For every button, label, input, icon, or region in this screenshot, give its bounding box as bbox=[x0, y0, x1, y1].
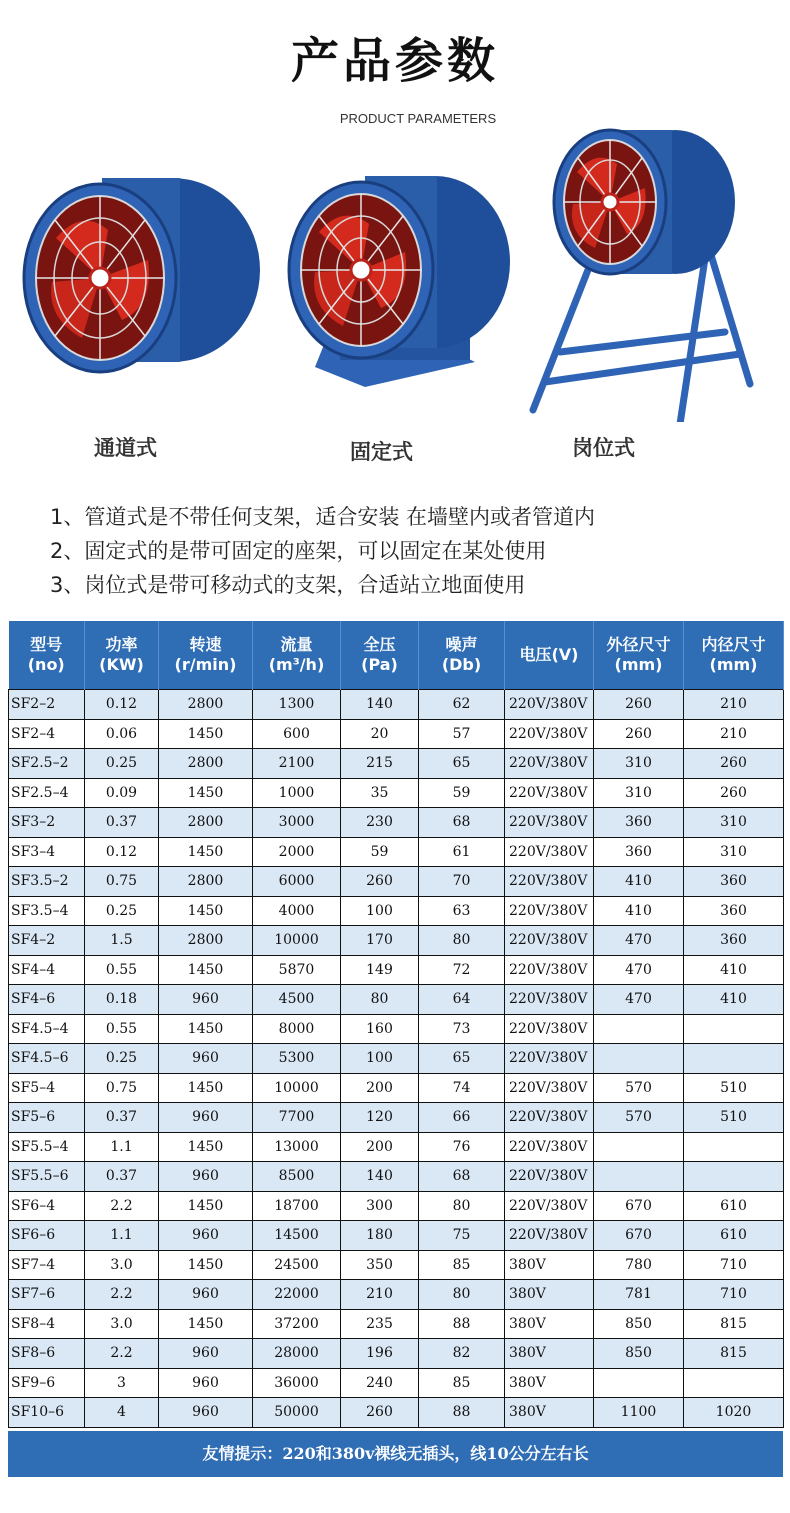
table-cell: 2.2 bbox=[85, 1339, 159, 1369]
table-cell: 59 bbox=[419, 778, 505, 808]
table-cell bbox=[684, 1014, 784, 1044]
table-cell: 0.25 bbox=[85, 749, 159, 779]
table-cell: 310 bbox=[594, 749, 684, 779]
table-cell: 1300 bbox=[253, 690, 341, 720]
table-cell: 2800 bbox=[159, 749, 253, 779]
parameter-table bbox=[8, 621, 784, 1428]
table-cell: SF4.5–4 bbox=[9, 1014, 85, 1044]
table-cell: 140 bbox=[341, 1162, 419, 1192]
table-cell: 4500 bbox=[253, 985, 341, 1015]
table-cell: 0.18 bbox=[85, 985, 159, 1015]
table-row bbox=[9, 985, 784, 1015]
table-cell: 4 bbox=[85, 1398, 159, 1428]
table-cell: 960 bbox=[159, 1368, 253, 1398]
table-cell: SF9–6 bbox=[9, 1368, 85, 1398]
table-cell: 1450 bbox=[159, 778, 253, 808]
table-cell: SF5–4 bbox=[9, 1073, 85, 1103]
table-cell: 35 bbox=[341, 778, 419, 808]
table-cell: 2.2 bbox=[85, 1191, 159, 1221]
table-row bbox=[9, 808, 784, 838]
table-row bbox=[9, 1398, 784, 1428]
table-cell: 66 bbox=[419, 1103, 505, 1133]
table-cell: 8000 bbox=[253, 1014, 341, 1044]
table-row bbox=[9, 1221, 784, 1251]
table-cell: 1.1 bbox=[85, 1132, 159, 1162]
table-cell: 0.25 bbox=[85, 896, 159, 926]
table-header-row bbox=[9, 621, 784, 690]
column-header-label: 内径尺寸 bbox=[701, 635, 766, 654]
table-cell: 220V/380V bbox=[505, 1073, 594, 1103]
table-cell: SF3–2 bbox=[9, 808, 85, 838]
page-title: 产品参数 bbox=[290, 33, 499, 89]
column-header bbox=[594, 621, 684, 690]
table-cell: 220V/380V bbox=[505, 1044, 594, 1074]
table-cell: 1.5 bbox=[85, 926, 159, 956]
table-cell bbox=[594, 1132, 684, 1162]
column-header bbox=[684, 621, 784, 690]
table-cell: 73 bbox=[419, 1014, 505, 1044]
table-cell: 220V/380V bbox=[505, 896, 594, 926]
table-cell: 0.06 bbox=[85, 719, 159, 749]
table-cell: 1100 bbox=[594, 1398, 684, 1428]
table-row bbox=[9, 1162, 784, 1192]
table-cell: 210 bbox=[341, 1280, 419, 1310]
table-cell: SF8–6 bbox=[9, 1339, 85, 1369]
table-cell: 220V/380V bbox=[505, 955, 594, 985]
table-cell: SF5.5–4 bbox=[9, 1132, 85, 1162]
table-cell: 815 bbox=[684, 1339, 784, 1369]
column-header-unit: (no) bbox=[27, 655, 65, 674]
table-cell: 36000 bbox=[253, 1368, 341, 1398]
column-header-label: 型号 bbox=[30, 635, 63, 654]
table-cell: 960 bbox=[159, 1280, 253, 1310]
table-cell: 1450 bbox=[159, 896, 253, 926]
table-cell: 0.37 bbox=[85, 808, 159, 838]
column-header-label: 功率 bbox=[105, 635, 138, 654]
table-cell: 196 bbox=[341, 1339, 419, 1369]
table-row bbox=[9, 1368, 784, 1398]
table-cell: 310 bbox=[684, 837, 784, 867]
table-cell: SF4.5–6 bbox=[9, 1044, 85, 1074]
table-row bbox=[9, 1073, 784, 1103]
table-cell: 63 bbox=[419, 896, 505, 926]
table-cell: SF6–6 bbox=[9, 1221, 85, 1251]
table-cell: 120 bbox=[341, 1103, 419, 1133]
table-cell: 220V/380V bbox=[505, 778, 594, 808]
column-header-unit: (r/min) bbox=[174, 655, 237, 674]
column-header bbox=[505, 621, 594, 690]
table-cell: 70 bbox=[419, 867, 505, 897]
column-header-unit: (mm) bbox=[709, 655, 758, 674]
table-cell: 610 bbox=[684, 1221, 784, 1251]
table-cell: 470 bbox=[594, 926, 684, 956]
column-header-label: 全压 bbox=[363, 635, 396, 654]
table-cell: 960 bbox=[159, 1162, 253, 1192]
table-row bbox=[9, 749, 784, 779]
table-cell: 470 bbox=[594, 955, 684, 985]
table-cell: 260 bbox=[594, 719, 684, 749]
table-cell: 220V/380V bbox=[505, 867, 594, 897]
table-row bbox=[9, 1014, 784, 1044]
table-cell: 220V/380V bbox=[505, 837, 594, 867]
table-cell: 1450 bbox=[159, 955, 253, 985]
table-cell: 1450 bbox=[159, 1014, 253, 1044]
table-cell: 220V/380V bbox=[505, 985, 594, 1015]
table-cell: 3.0 bbox=[85, 1309, 159, 1339]
note-duct: 1、管道式是不带任何支架，适合安装 在墙壁内或者管道内 bbox=[50, 505, 596, 529]
column-header-unit: (Pa) bbox=[361, 655, 398, 674]
column-header-label: 外径尺寸 bbox=[606, 635, 671, 654]
table-cell: 88 bbox=[419, 1309, 505, 1339]
table-cell bbox=[684, 1162, 784, 1192]
table-cell: SF5–6 bbox=[9, 1103, 85, 1133]
table-cell bbox=[594, 1014, 684, 1044]
table-cell: 1450 bbox=[159, 1191, 253, 1221]
table-cell: 1.1 bbox=[85, 1221, 159, 1251]
column-header-unit: (Db) bbox=[441, 655, 482, 674]
table-row bbox=[9, 896, 784, 926]
table-cell: 510 bbox=[684, 1103, 784, 1133]
column-header-unit: (mm) bbox=[614, 655, 663, 674]
table-cell: 65 bbox=[419, 1044, 505, 1074]
table-cell: 68 bbox=[419, 808, 505, 838]
table-cell: 1450 bbox=[159, 1250, 253, 1280]
table-cell: 960 bbox=[159, 1221, 253, 1251]
base-mounted-fan-icon bbox=[285, 172, 515, 392]
table-row bbox=[9, 926, 784, 956]
table-cell bbox=[594, 1162, 684, 1192]
table-cell: 18700 bbox=[253, 1191, 341, 1221]
table-cell: 380V bbox=[505, 1280, 594, 1310]
table-cell: SF3–4 bbox=[9, 837, 85, 867]
table-cell: 235 bbox=[341, 1309, 419, 1339]
table-cell: 7700 bbox=[253, 1103, 341, 1133]
table-cell: 815 bbox=[684, 1309, 784, 1339]
table-cell: 72 bbox=[419, 955, 505, 985]
column-header bbox=[419, 621, 505, 690]
table-cell: 2.2 bbox=[85, 1280, 159, 1310]
table-cell: 230 bbox=[341, 808, 419, 838]
table-cell: 10000 bbox=[253, 1073, 341, 1103]
table-cell: 220V/380V bbox=[505, 1221, 594, 1251]
table-cell: 2000 bbox=[253, 837, 341, 867]
table-cell: 0.09 bbox=[85, 778, 159, 808]
table-cell: 310 bbox=[684, 808, 784, 838]
table-cell: 410 bbox=[594, 867, 684, 897]
duct-fan-icon bbox=[22, 178, 267, 388]
table-cell: 960 bbox=[159, 1398, 253, 1428]
table-cell: 960 bbox=[159, 1103, 253, 1133]
column-header bbox=[159, 621, 253, 690]
table-cell: 240 bbox=[341, 1368, 419, 1398]
table-cell: 0.12 bbox=[85, 690, 159, 720]
table-cell: 100 bbox=[341, 896, 419, 926]
table-cell: 68 bbox=[419, 1162, 505, 1192]
table-cell bbox=[594, 1044, 684, 1074]
table-cell: 2100 bbox=[253, 749, 341, 779]
usage-notes bbox=[50, 500, 595, 602]
table-cell: 380V bbox=[505, 1368, 594, 1398]
table-cell: 210 bbox=[684, 719, 784, 749]
table-cell: 74 bbox=[419, 1073, 505, 1103]
table-cell: 57 bbox=[419, 719, 505, 749]
table-cell: 220V/380V bbox=[505, 719, 594, 749]
table-cell: 59 bbox=[341, 837, 419, 867]
table-cell: 220V/380V bbox=[505, 926, 594, 956]
table-cell: 20 bbox=[341, 719, 419, 749]
table-cell: SF2.5–2 bbox=[9, 749, 85, 779]
column-header-unit: (m³/h) bbox=[268, 655, 325, 674]
table-cell: SF4–2 bbox=[9, 926, 85, 956]
table-cell: 14500 bbox=[253, 1221, 341, 1251]
table-cell: 3.0 bbox=[85, 1250, 159, 1280]
table-cell: 3000 bbox=[253, 808, 341, 838]
column-header bbox=[253, 621, 341, 690]
table-cell: 6000 bbox=[253, 867, 341, 897]
table-row bbox=[9, 1044, 784, 1074]
table-cell: 215 bbox=[341, 749, 419, 779]
column-header-label: 转速 bbox=[189, 635, 222, 654]
table-cell: 570 bbox=[594, 1103, 684, 1133]
table-cell: 85 bbox=[419, 1250, 505, 1280]
table-cell: 350 bbox=[341, 1250, 419, 1280]
table-cell: 0.25 bbox=[85, 1044, 159, 1074]
table-cell: SF10–6 bbox=[9, 1398, 85, 1428]
column-header-unit: (KW) bbox=[99, 655, 144, 674]
table-cell: 210 bbox=[684, 690, 784, 720]
table-cell: SF3.5–2 bbox=[9, 867, 85, 897]
table-cell: 100 bbox=[341, 1044, 419, 1074]
table-cell: 260 bbox=[594, 690, 684, 720]
table-cell: 220V/380V bbox=[505, 749, 594, 779]
table-cell: 600 bbox=[253, 719, 341, 749]
table-cell: 1450 bbox=[159, 1073, 253, 1103]
table-cell: 1450 bbox=[159, 719, 253, 749]
table-cell: 2800 bbox=[159, 690, 253, 720]
table-cell: SF2.5–4 bbox=[9, 778, 85, 808]
table-cell: 360 bbox=[684, 896, 784, 926]
table-cell: 220V/380V bbox=[505, 1191, 594, 1221]
page-subtitle: PRODUCT PARAMETERS bbox=[339, 111, 497, 126]
note-fixed: 2、固定式的是带可固定的座架，可以固定在某处使用 bbox=[50, 539, 547, 563]
table-cell: 1450 bbox=[159, 1132, 253, 1162]
table-cell: SF7–4 bbox=[9, 1250, 85, 1280]
table-cell: 260 bbox=[341, 867, 419, 897]
table-cell: 260 bbox=[684, 749, 784, 779]
table-cell: 180 bbox=[341, 1221, 419, 1251]
table-row bbox=[9, 1309, 784, 1339]
table-cell: 570 bbox=[594, 1073, 684, 1103]
table-cell: 1020 bbox=[684, 1398, 784, 1428]
table-cell: 380V bbox=[505, 1250, 594, 1280]
table-cell: 310 bbox=[594, 778, 684, 808]
table-cell: 37200 bbox=[253, 1309, 341, 1339]
table-cell: 0.55 bbox=[85, 1014, 159, 1044]
table-cell: 380V bbox=[505, 1309, 594, 1339]
table-cell: 410 bbox=[684, 985, 784, 1015]
table-cell: 360 bbox=[594, 837, 684, 867]
column-header bbox=[341, 621, 419, 690]
table-cell bbox=[684, 1044, 784, 1074]
table-cell: 64 bbox=[419, 985, 505, 1015]
table-cell: 220V/380V bbox=[505, 1132, 594, 1162]
table-cell: 2800 bbox=[159, 808, 253, 838]
note-stand: 3、岗位式是带可移动式的支架，合适站立地面使用 bbox=[50, 573, 526, 597]
table-cell: 76 bbox=[419, 1132, 505, 1162]
table-cell: 160 bbox=[341, 1014, 419, 1044]
table-cell: SF8–4 bbox=[9, 1309, 85, 1339]
table-row bbox=[9, 778, 784, 808]
table-row bbox=[9, 1132, 784, 1162]
table-row bbox=[9, 690, 784, 720]
table-row bbox=[9, 867, 784, 897]
table-cell: 5870 bbox=[253, 955, 341, 985]
table-cell: 0.75 bbox=[85, 867, 159, 897]
table-cell: 380V bbox=[505, 1339, 594, 1369]
product-label-stand: 岗位式 bbox=[572, 436, 635, 460]
table-cell: 220V/380V bbox=[505, 1103, 594, 1133]
table-cell: 410 bbox=[594, 896, 684, 926]
table-cell: 85 bbox=[419, 1368, 505, 1398]
table-cell: 360 bbox=[594, 808, 684, 838]
table-cell: 10000 bbox=[253, 926, 341, 956]
product-label-fixed: 固定式 bbox=[350, 440, 413, 464]
table-cell: 61 bbox=[419, 837, 505, 867]
table-cell: 170 bbox=[341, 926, 419, 956]
table-cell: 850 bbox=[594, 1339, 684, 1369]
table-cell: 0.55 bbox=[85, 955, 159, 985]
table-row bbox=[9, 1339, 784, 1369]
table-cell: SF2–2 bbox=[9, 690, 85, 720]
table-cell: 4000 bbox=[253, 896, 341, 926]
table-cell: 22000 bbox=[253, 1280, 341, 1310]
table-cell: SF6–4 bbox=[9, 1191, 85, 1221]
table-cell: 88 bbox=[419, 1398, 505, 1428]
table-cell: 960 bbox=[159, 1339, 253, 1369]
table-cell: 3 bbox=[85, 1368, 159, 1398]
table-cell: 1000 bbox=[253, 778, 341, 808]
table-cell: SF2–4 bbox=[9, 719, 85, 749]
table-cell: 260 bbox=[684, 778, 784, 808]
table-row bbox=[9, 1103, 784, 1133]
table-cell: 300 bbox=[341, 1191, 419, 1221]
table-cell: 75 bbox=[419, 1221, 505, 1251]
table-cell: 82 bbox=[419, 1339, 505, 1369]
stand-fan-icon bbox=[525, 122, 775, 422]
table-cell: 710 bbox=[684, 1250, 784, 1280]
footer-tip: 友情提示：220和380v裸线无插头，线10公分左右长 bbox=[8, 1431, 783, 1477]
table-cell: 2800 bbox=[159, 867, 253, 897]
table-row bbox=[9, 1280, 784, 1310]
table-cell: 850 bbox=[594, 1309, 684, 1339]
table-body bbox=[9, 690, 784, 1428]
table-cell: SF4–6 bbox=[9, 985, 85, 1015]
table-cell: 510 bbox=[684, 1073, 784, 1103]
table-cell: 80 bbox=[341, 985, 419, 1015]
table-cell: 80 bbox=[419, 1191, 505, 1221]
column-header-label: 电压(V) bbox=[519, 645, 579, 664]
table-row bbox=[9, 1250, 784, 1280]
table-cell: 960 bbox=[159, 1044, 253, 1074]
table-cell: 200 bbox=[341, 1132, 419, 1162]
table-cell: 0.37 bbox=[85, 1103, 159, 1133]
table-cell: SF5.5–6 bbox=[9, 1162, 85, 1192]
table-cell: 260 bbox=[341, 1398, 419, 1428]
table-row bbox=[9, 719, 784, 749]
table-cell bbox=[594, 1368, 684, 1398]
table-cell: SF4–4 bbox=[9, 955, 85, 985]
table-cell: SF7–6 bbox=[9, 1280, 85, 1310]
table-cell: 8500 bbox=[253, 1162, 341, 1192]
table-cell: 0.12 bbox=[85, 837, 159, 867]
table-cell: 780 bbox=[594, 1250, 684, 1280]
table-cell: 140 bbox=[341, 690, 419, 720]
table-cell: 781 bbox=[594, 1280, 684, 1310]
table-cell: 220V/380V bbox=[505, 1014, 594, 1044]
table-cell: 1450 bbox=[159, 1309, 253, 1339]
table-cell: 65 bbox=[419, 749, 505, 779]
table-cell: 1450 bbox=[159, 837, 253, 867]
table-cell: 360 bbox=[684, 926, 784, 956]
table-cell: 80 bbox=[419, 1280, 505, 1310]
table-cell: 220V/380V bbox=[505, 808, 594, 838]
table-cell: SF3.5–4 bbox=[9, 896, 85, 926]
table-cell: 410 bbox=[684, 955, 784, 985]
table-cell: 470 bbox=[594, 985, 684, 1015]
table-cell: 360 bbox=[684, 867, 784, 897]
table-cell: 5300 bbox=[253, 1044, 341, 1074]
table-cell bbox=[684, 1368, 784, 1398]
table-cell: 2800 bbox=[159, 926, 253, 956]
column-header bbox=[85, 621, 159, 690]
table-cell: 24500 bbox=[253, 1250, 341, 1280]
table-cell: 0.37 bbox=[85, 1162, 159, 1192]
table-row bbox=[9, 1191, 784, 1221]
table-cell: 13000 bbox=[253, 1132, 341, 1162]
table-cell: 62 bbox=[419, 690, 505, 720]
table-cell: 710 bbox=[684, 1280, 784, 1310]
table-cell: 960 bbox=[159, 985, 253, 1015]
column-header-label: 噪声 bbox=[445, 635, 478, 654]
table-cell: 610 bbox=[684, 1191, 784, 1221]
table-cell: 380V bbox=[505, 1398, 594, 1428]
table-row bbox=[9, 837, 784, 867]
table-cell: 220V/380V bbox=[505, 690, 594, 720]
table-cell: 670 bbox=[594, 1221, 684, 1251]
table-row bbox=[9, 955, 784, 985]
column-header bbox=[9, 621, 85, 690]
table-cell: 80 bbox=[419, 926, 505, 956]
table-cell: 670 bbox=[594, 1191, 684, 1221]
table-cell: 50000 bbox=[253, 1398, 341, 1428]
table-cell bbox=[684, 1132, 784, 1162]
table-cell: 149 bbox=[341, 955, 419, 985]
product-label-duct: 通道式 bbox=[94, 436, 157, 460]
table-cell: 200 bbox=[341, 1073, 419, 1103]
column-header-label: 流量 bbox=[280, 635, 313, 654]
table-cell: 28000 bbox=[253, 1339, 341, 1369]
table-cell: 0.75 bbox=[85, 1073, 159, 1103]
table-cell: 220V/380V bbox=[505, 1162, 594, 1192]
